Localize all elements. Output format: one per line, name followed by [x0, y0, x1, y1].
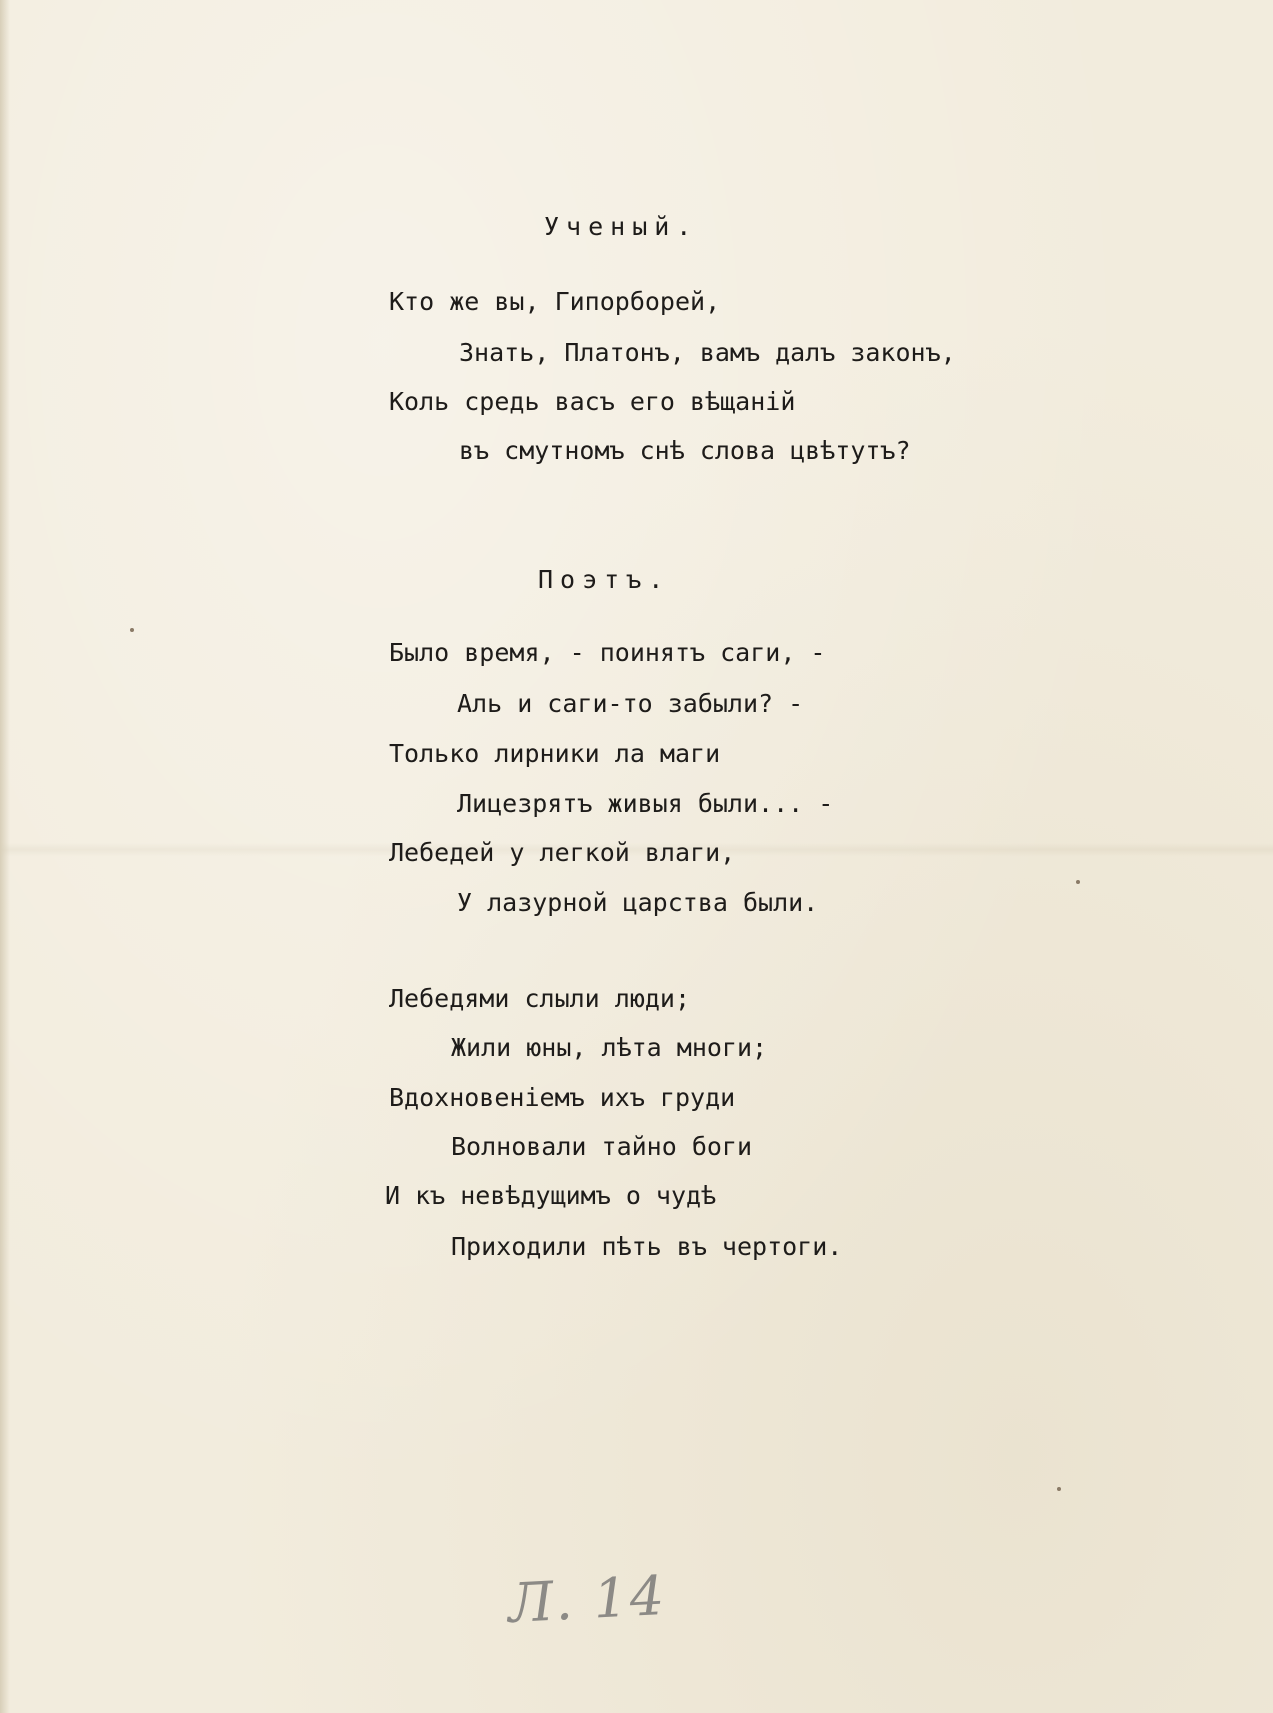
- verse-line: Кто же вы, Гипорборей,: [389, 287, 721, 316]
- verse-line: Только лирники ла маги: [389, 739, 721, 768]
- verse-line: Аль и саги-то забыли? -: [457, 689, 804, 718]
- verse-line: Лебедями слыли люди;: [389, 984, 691, 1013]
- paper-speck: [130, 628, 134, 632]
- paper-edge: [0, 0, 10, 1713]
- verse-line: У лазурной царства были.: [457, 888, 819, 917]
- paper-speck: [1076, 880, 1080, 884]
- verse-line: Знать, Платонъ, вамъ далъ законъ,: [459, 338, 956, 367]
- poem-title-poet: Поэтъ.: [538, 565, 671, 594]
- verse-line: Жили юны, лѣта многи;: [451, 1033, 768, 1062]
- verse-line: Приходили пѣть въ чертоги.: [451, 1232, 843, 1261]
- paper-speck: [1057, 1487, 1061, 1491]
- folio-number: Л. 14: [506, 1563, 668, 1636]
- verse-line: Лебедей у легкой влаги,: [389, 838, 736, 867]
- verse-line: Вдохновеніемъ ихъ груди: [389, 1083, 736, 1112]
- verse-line: Было время, - поинятъ саги, -: [389, 638, 826, 667]
- verse-line: Коль средь васъ его вѣщаній: [389, 387, 796, 416]
- verse-line: И къ невѣдущимъ о чудѣ: [385, 1181, 717, 1210]
- verse-line: въ смутномъ снѣ слова цвѣтутъ?: [459, 436, 911, 465]
- poem-title-scholar: Ученый.: [544, 212, 699, 241]
- verse-line: Лицезрятъ живыя были... -: [457, 789, 834, 818]
- verse-line: Волновали тайно боги: [451, 1132, 753, 1161]
